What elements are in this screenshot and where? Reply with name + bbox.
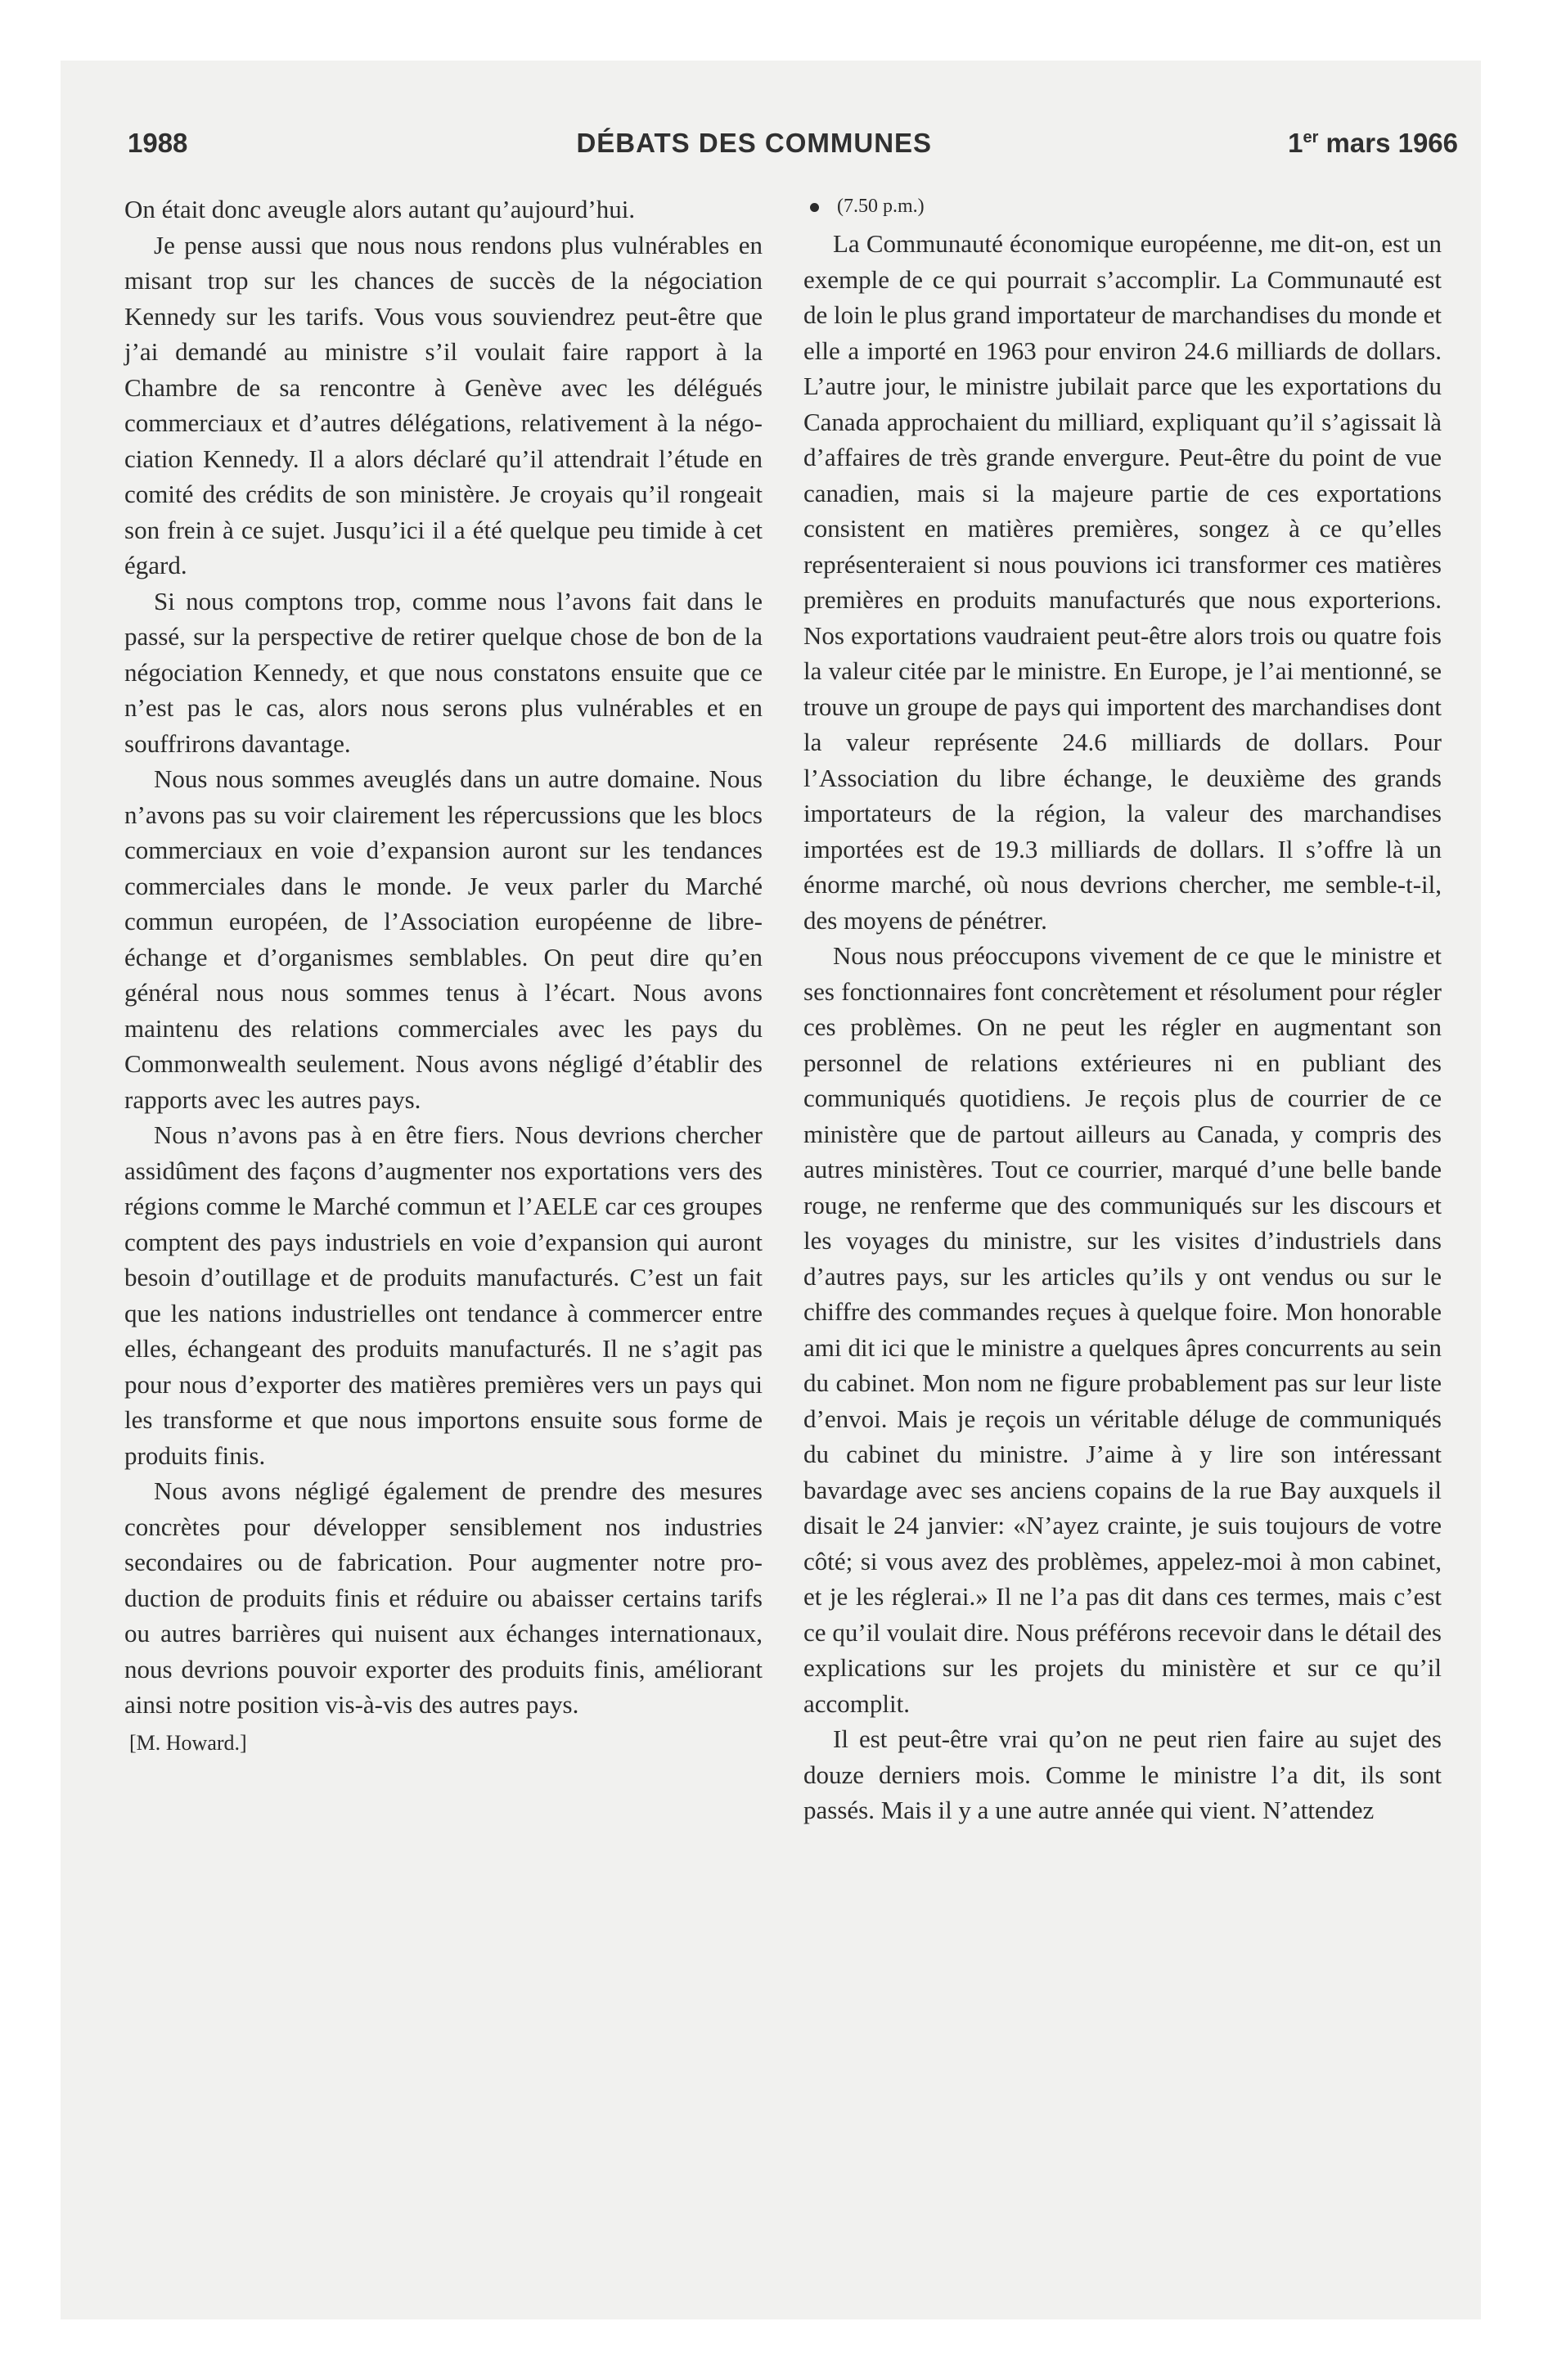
time-marker-text: (7.50 p.m.) [837, 196, 925, 217]
paragraph: Nous nous sommes aveuglés dans un autre domaine. Nous n’avons pas su voir clairement les répercussions que les blocs commerciaux en voie d’expansion auront sur les tendances commerciales dans le monde. Je veux parler du Marché commun européen, de l’Association européenne de libre-échange et d’organismes semblables. On peut dire qu’en général nous nous sommes tenus à l’écart. Nous avons maintenu des relations commerciales avec les pays du Commonwealth seulement. Nous avons négligé d’établir des rapports avec les autres pays. [124, 764, 763, 1114]
date-month-year: mars 1966 [1318, 128, 1458, 158]
bullet-icon [810, 203, 819, 212]
paragraph: La Communauté économique européenne, me dit-on, est un exemple de ce qui pourrait s’accomplir. La Communauté est de loin le plus grand importateur de marchandises du monde et elle a importé en 1963 pour environ 24.6 milliards de dollars. L’autre jour, le ministre jubilait parce que les exportations du Canada approchaient du milliard, expliquant qu’il s’agissait là d’affaires de très grande envergure. Peut-être du point de vue canadien, mais si la majeure partie de ces exportations consistent en matières premières, songez à ce qu’elles représenteraient si nous pouvions ici transformer ces matières premières en produits manufacturés que nous exporterions. Nos exportations vaudraient peut-être alors trois ou quatre fois la valeur citée par le ministre. En Europe, je l’ai mentionné, se trouve un groupe de pays qui importent des marchandises dont la valeur représente 24.6 milliards de dollars. Pour l’Association du libre échange, le deuxième des grands importateurs de la région, la valeur des marchandises importées est de 19.3 milliards de dollars. Il s’offre là un énorme marché, où nous devrions chercher, me semble-t-il, des moyens de pénétrer. [803, 229, 1442, 935]
page-title: DÉBATS DES COMMUNES [576, 128, 933, 158]
paragraph: Nous avons négligé également de prendre des mesures concrètes pour développer sensiblement nos industries secondaires ou de fabrication. Pour augmenter notre production de produits finis et réduire ou abaisser certains tarifs ou autres barrières qui nuisent aux échanges internationaux, nous devrions pouvoir exporter des produits finis, améliorant ainsi notre position vis-à-vis des autres pays. [124, 1476, 763, 1719]
page-number: 1988 [128, 128, 188, 158]
paragraph: Nous n’avons pas à en être fiers. Nous devrions chercher assidûment des façons d’augmenter nos exportations vers des régions comme le Marché commun et l’AELE car ces groupes comptent des pays industriels en voie d’expansion qui auront besoin d’outillage et de produits manufacturés. C’est un fait que les nations industrielles ont tendance à commercer entre elles, échangeant des produits manufacturés. Il ne s’agit pas pour nous d’exporter des matières premières vers un pays qui les transforme et que nous importons ensuite sous forme de produits finis. [124, 1120, 763, 1470]
paragraph: Il est peut-être vrai qu’on ne peut rien faire au sujet des douze derniers mois. Comme le ministre l’a dit, ils sont passés. Mais il y a une autre année qui vient. N’attendez [803, 1724, 1442, 1824]
date-superscript: er [1303, 128, 1319, 146]
paragraph: Nous nous préoccupons vivement de ce que le ministre et ses fonctionnaires font concrètement et résolument pour régler ces problèmes. On ne peut les régler en augmentant son personnel de relations extérieures ni en publiant des communiqués quotidiens. Je reçois plus de courrier de ce ministère que de partout ailleurs au Canada, y compris des autres ministères. Tout ce courrier, marqué d’une belle bande rouge, ne renferme que des communiqués sur les discours et les voyages du ministre, sur les visites d’industriels dans d’autres pays, sur les articles qu’ils y ont vendus ou sur le chiffre des commandes reçues à quelque foire. Mon honorable ami dit ici que le ministre a quelques âpres concurrents au sein du cabinet. Mon nom ne figure probablement pas sur leur liste d’envoi. Mais je reçois un véritable déluge de communiqués du cabinet du ministre. J’aime à y lire son intéressant bavardage avec ses anciens copains de la rue Bay auxquels il disait le 24 janvier: «N’ayez crainte, je suis toujours de votre côté; si vous avez des problèmes, appelez-moi à mon cabinet, et je les réglerai.» Il ne l’a pas dit dans ces termes, mais c’est ce qu’il voulait dire. Nous préférons recevoir dans le détail des explications sur les projets du ministère et sur ce qu’il accomplit. [803, 941, 1442, 1718]
paragraph: Je pense aussi que nous nous rendons plus vulnérables en misant trop sur les chances de succès de la négociation Kennedy sur les tarifs. Vous vous souviendrez peut-être que j’ai demandé au ministre s’il voulait faire rapport à la Chambre de sa rencontre à Genève avec les délégués commerciaux et d’autres délégations, relativement à la négociation Kennedy. Il a alors déclaré qu’il attendrait l’étude en comité des crédits de son ministère. Je croyais qu’il rongeait son frein à ce sujet. Jusqu’ici il a été quelque peu timide à cet égard. [124, 230, 763, 579]
left-column [124, 192, 763, 1759]
paragraph: Si nous comptons trop, comme nous l’avons fait dans le passé, sur la perspective de retirer quelque chose de bon de la négociation Kennedy, et que nous constatons ensuite que ce n’est pas le cas, alors nous serons plus vulnérables et en souffrirons davantage. [124, 586, 763, 758]
date-day: 1 [1288, 128, 1303, 158]
right-column [803, 192, 1442, 1828]
page-header [128, 128, 1458, 177]
time-marker [810, 192, 1442, 221]
page-date [1288, 128, 1458, 159]
speaker-attribution: [M. Howard.] [129, 1730, 247, 1755]
paragraph: On était donc aveugle alors autant qu’aujourd’hui. [124, 195, 636, 223]
